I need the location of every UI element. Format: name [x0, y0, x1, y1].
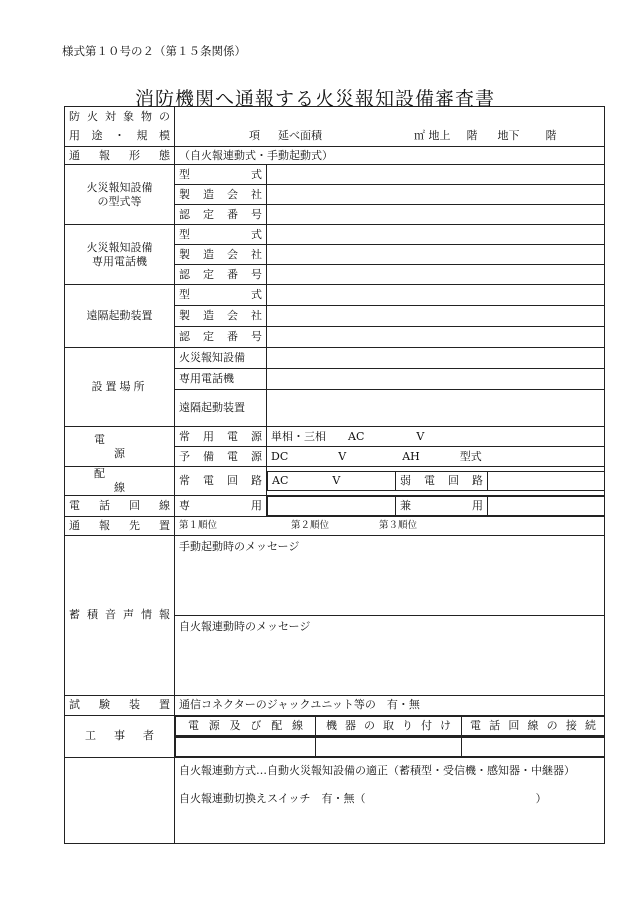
device1-cert-value[interactable] [267, 205, 605, 225]
location-remote-value[interactable] [267, 390, 605, 427]
work-col-phone: 電話回線の接続 [462, 716, 605, 735]
device3-label: 遠隔起動装置 [65, 285, 175, 348]
device2-cert-value[interactable] [267, 265, 605, 285]
power-normal-label: 常用電源 [175, 427, 267, 447]
priority-value[interactable]: 第１順位 第２順位 第３順位 [175, 516, 605, 535]
device3-maker-value[interactable] [267, 306, 605, 327]
device1-model-label: 型式 [175, 165, 267, 185]
device3-cert-value[interactable] [267, 327, 605, 348]
device2-cert-label: 認定番号 [175, 265, 267, 285]
device2-maker-label: 製造会社 [175, 245, 267, 265]
work-headers [175, 715, 605, 736]
work-col-power: 電源及び配線 [176, 716, 316, 735]
phone-dedicated-label: 専用 [175, 495, 267, 516]
phone-dedicated-value[interactable] [268, 496, 396, 515]
location-fire-value[interactable] [267, 348, 605, 369]
wiring-strong-label: 常電回路 [175, 467, 267, 496]
voice-label: 蓄積音声情報 [65, 535, 175, 695]
form-number: 様式第１０号の２（第１５条関係） [62, 44, 246, 58]
voice-auto-msg[interactable]: 自火報連動時のメッセージ [175, 615, 605, 695]
device2-maker-value[interactable] [267, 245, 605, 265]
phone-label: 電話回線 [65, 495, 175, 516]
work-phone-value[interactable] [462, 737, 605, 756]
location-item-remote: 遠隔起動装置 [175, 390, 267, 427]
target-label-1: 防火対象物の [65, 107, 175, 127]
work-power-value[interactable] [176, 737, 316, 756]
priority-label: 通報先置 [65, 516, 175, 535]
device1-maker-value[interactable] [267, 185, 605, 205]
wiring-weak-label: 弱電回路 [396, 471, 488, 490]
wiring-weak-value[interactable] [488, 471, 605, 490]
test-value[interactable]: 通信コネクターのジャックユニット等の 有・無 [175, 695, 605, 715]
device1-label: 火災報知設備 の型式等 [65, 165, 175, 225]
work-col-equipment: 機器の取り付け [316, 716, 462, 735]
device1-maker-label: 製造会社 [175, 185, 267, 205]
device3-model-value[interactable] [267, 285, 605, 306]
device3-maker-label: 製造会社 [175, 306, 267, 327]
wiring-label: 配線 [65, 467, 175, 496]
phone-value[interactable] [267, 495, 605, 516]
target-label-2: 用途・規模 [65, 127, 175, 147]
power-normal-value[interactable]: 単相・三相 AC V [267, 427, 605, 447]
power-backup-label: 予備電源 [175, 447, 267, 467]
work-values[interactable] [175, 736, 605, 757]
location-item-phone: 専用電話機 [175, 369, 267, 390]
location-label: 設置場所 [65, 348, 175, 427]
location-item-fire: 火災報知設備 [175, 348, 267, 369]
work-label: 工事者 [65, 715, 175, 757]
inspection-form-table [64, 106, 605, 844]
report-type-value[interactable]: （自火報連動式・手動起動式） [175, 147, 605, 165]
target-value-top[interactable] [175, 107, 605, 127]
notes-line-1: 自火報連動方式…自動火災報知設備の適正（蓄積型・受信機・感知器・中継器） [179, 763, 575, 777]
device2-label: 火災報知設備 専用電話機 [65, 225, 175, 285]
wiring-value[interactable]: AC V 弱電回路 [267, 467, 605, 496]
phone-shared-label: 兼用 [396, 496, 488, 515]
device2-model-value[interactable] [267, 225, 605, 245]
phone-shared-value[interactable] [488, 496, 605, 515]
power-backup-value[interactable]: DC V AH 型式 [267, 447, 605, 467]
voice-manual-msg[interactable]: 手動起動時のメッセージ [175, 535, 605, 615]
location-phone-value[interactable] [267, 369, 605, 390]
page-title: 消防機関へ通報する火災報知設備審査書 [134, 88, 495, 110]
device3-model-label: 型式 [175, 285, 267, 306]
notes-line-2: 自火報連動切換えスイッチ 有・無（ ） [179, 792, 547, 806]
test-label: 試験装置 [65, 695, 175, 715]
notes-label [65, 757, 175, 843]
target-value[interactable]: 項 延べ面積 ㎡ 地上 階 地下 階 [175, 127, 605, 147]
report-type-label: 通報形態 [65, 147, 175, 165]
power-label: 電源 [65, 427, 175, 467]
device1-model-value[interactable] [267, 165, 605, 185]
work-equipment-value[interactable] [316, 737, 462, 756]
device3-cert-label: 認定番号 [175, 327, 267, 348]
device2-model-label: 型式 [175, 225, 267, 245]
device1-cert-label: 認定番号 [175, 205, 267, 225]
notes-value[interactable] [175, 757, 605, 843]
